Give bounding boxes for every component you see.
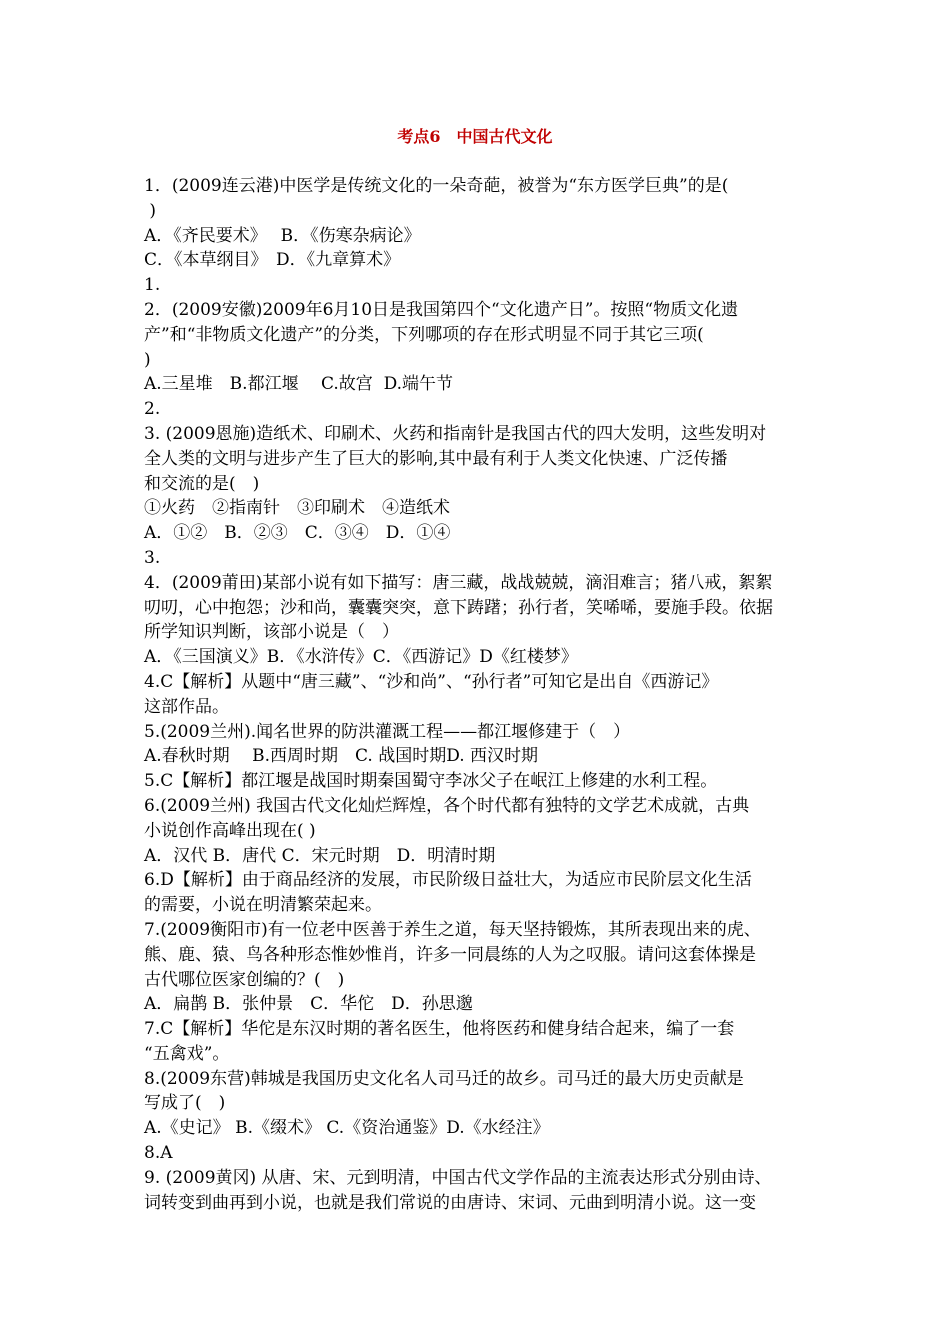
text-line: A.春秋时期 B.西周时期 C. 战国时期D. 西汉时期 xyxy=(144,746,539,767)
text-line: 1．(2009连云港)中医学是传统文化的一朵奇葩，被誉为“东方医学巨典”的是( xyxy=(144,176,729,196)
text-line: 5.(2009兰州).闻名世界的防洪灌溉工程——都江堰修建于（ ） xyxy=(144,721,631,742)
text-line: 2. xyxy=(144,399,161,420)
text-line: 5.C【解析】都江堰是战国时期秦国蜀守李冰父子在岷江上修建的水利工程。 xyxy=(144,771,718,792)
text-line: 6.(2009兰州) 我国古代文化灿烂辉煌，各个时代都有独特的文学艺术成就，古典 xyxy=(144,795,750,816)
text-line: 和交流的是( ) xyxy=(144,473,260,494)
text-line: ) xyxy=(144,200,157,221)
text-line: 的需要，小说在明清繁荣起来。 xyxy=(144,895,382,916)
text-line: 产”和“非物质文化遗产”的分类，下列哪项的存在形式明显不同于其它三项( xyxy=(144,324,704,345)
text-line: A.三星堆 B.都江堰 C.故宫 D.端午节 xyxy=(144,374,454,395)
text-line: 写成了( ) xyxy=(144,1093,226,1114)
text-line: 8.(2009东营)韩城是我国历史文化名人司马迁的故乡。司马迁的最大历史贡献是 xyxy=(144,1068,744,1089)
text-line: 3. (2009恩施)造纸术、印刷术、火药和指南针是我国古代的四大发明，这些发明对 xyxy=(144,423,767,444)
text-line: A．①② B．②③ C．③④ D．①④ xyxy=(144,523,451,544)
text-line: A．《齐民要术》 B．《伤寒杂病论》 xyxy=(144,225,421,246)
text-line: C．《本草纲目》 D．《九章算术》 xyxy=(144,250,401,271)
text-line: 词转变到曲再到小说，也就是我们常说的由唐诗、宋词、元曲到明清小说。这一变 xyxy=(144,1192,756,1213)
text-line: 这部作品。 xyxy=(144,696,229,717)
text-line: 7.(2009衡阳市)有一位老中医善于养生之道，每天坚持锻炼，其所表现出来的虎、 xyxy=(144,919,761,940)
text-line: 3. xyxy=(144,547,161,568)
text-line: A．《三国演义》B．《水浒传》C．《西游记》D《红楼梦》 xyxy=(144,647,578,668)
text-line: 古代哪位医家创编的？( ) xyxy=(144,969,345,990)
text-line: ) xyxy=(144,349,151,370)
page-title: 考点6 中国古代文化 xyxy=(397,127,553,146)
text-line: “五禽戏”。 xyxy=(144,1043,230,1064)
text-line: 全人类的文明与进步产生了巨大的影响,其中最有利于人类文化快速、广泛传播 xyxy=(144,448,728,469)
text-line: 2．(2009安徽)2009年6月10日是我国第四个“文化遗产日”。按照“物质文化遗 xyxy=(144,299,739,320)
text-line: 6.D【解析】由于商品经济的发展，市民阶级日益壮大，为适应市民阶层文化生活 xyxy=(144,870,752,891)
text-line: ①火药 ②指南针 ③印刷术 ④造纸术 xyxy=(144,498,450,519)
text-line: 小说创作高峰出现在( ) xyxy=(144,820,316,841)
text-line: 叨叨，心中抱怨；沙和尚，囊囊突突，意下踌躇；孙行者，笑唏唏，要施手段。依据 xyxy=(144,597,773,618)
text-line: 熊、鹿、猿、鸟各种形态惟妙惟肖，许多一同晨练的人为之叹服。请问这套体操是 xyxy=(144,944,756,965)
text-line: 7.C【解析】华佗是东汉时期的著名医生，他将医药和健身结合起来，编了一套 xyxy=(144,1019,735,1040)
text-line: A．汉代 B．唐代 C．宋元时期 D．明清时期 xyxy=(144,845,496,866)
text-line: A．扁鹊 B．张仲景 C．华佗 D．孙思邈 xyxy=(144,994,473,1015)
text-line: 4.C【解析】从题中“唐三藏”、“沙和尚”、“孙行者”可知它是出自《西游记》 xyxy=(144,671,719,692)
text-line: 9. (2009黄冈) 从唐、宋、元到明清，中国古代文学作品的主流表达形式分别由诗、 xyxy=(144,1167,772,1188)
text-line: 1. xyxy=(144,275,161,296)
text-line: 8.A xyxy=(144,1143,173,1164)
text-line: A.《史记》 B.《缀术》 C.《资治通鉴》D.《水经注》 xyxy=(144,1118,550,1139)
text-line: 4．(2009莆田)某部小说有如下描写：唐三藏，战战兢兢，滴泪难言；猪八戒，絮絮 xyxy=(144,572,773,593)
document-body xyxy=(144,174,810,1215)
text-line: 所学知识判断，该部小说是（ ） xyxy=(144,622,399,643)
